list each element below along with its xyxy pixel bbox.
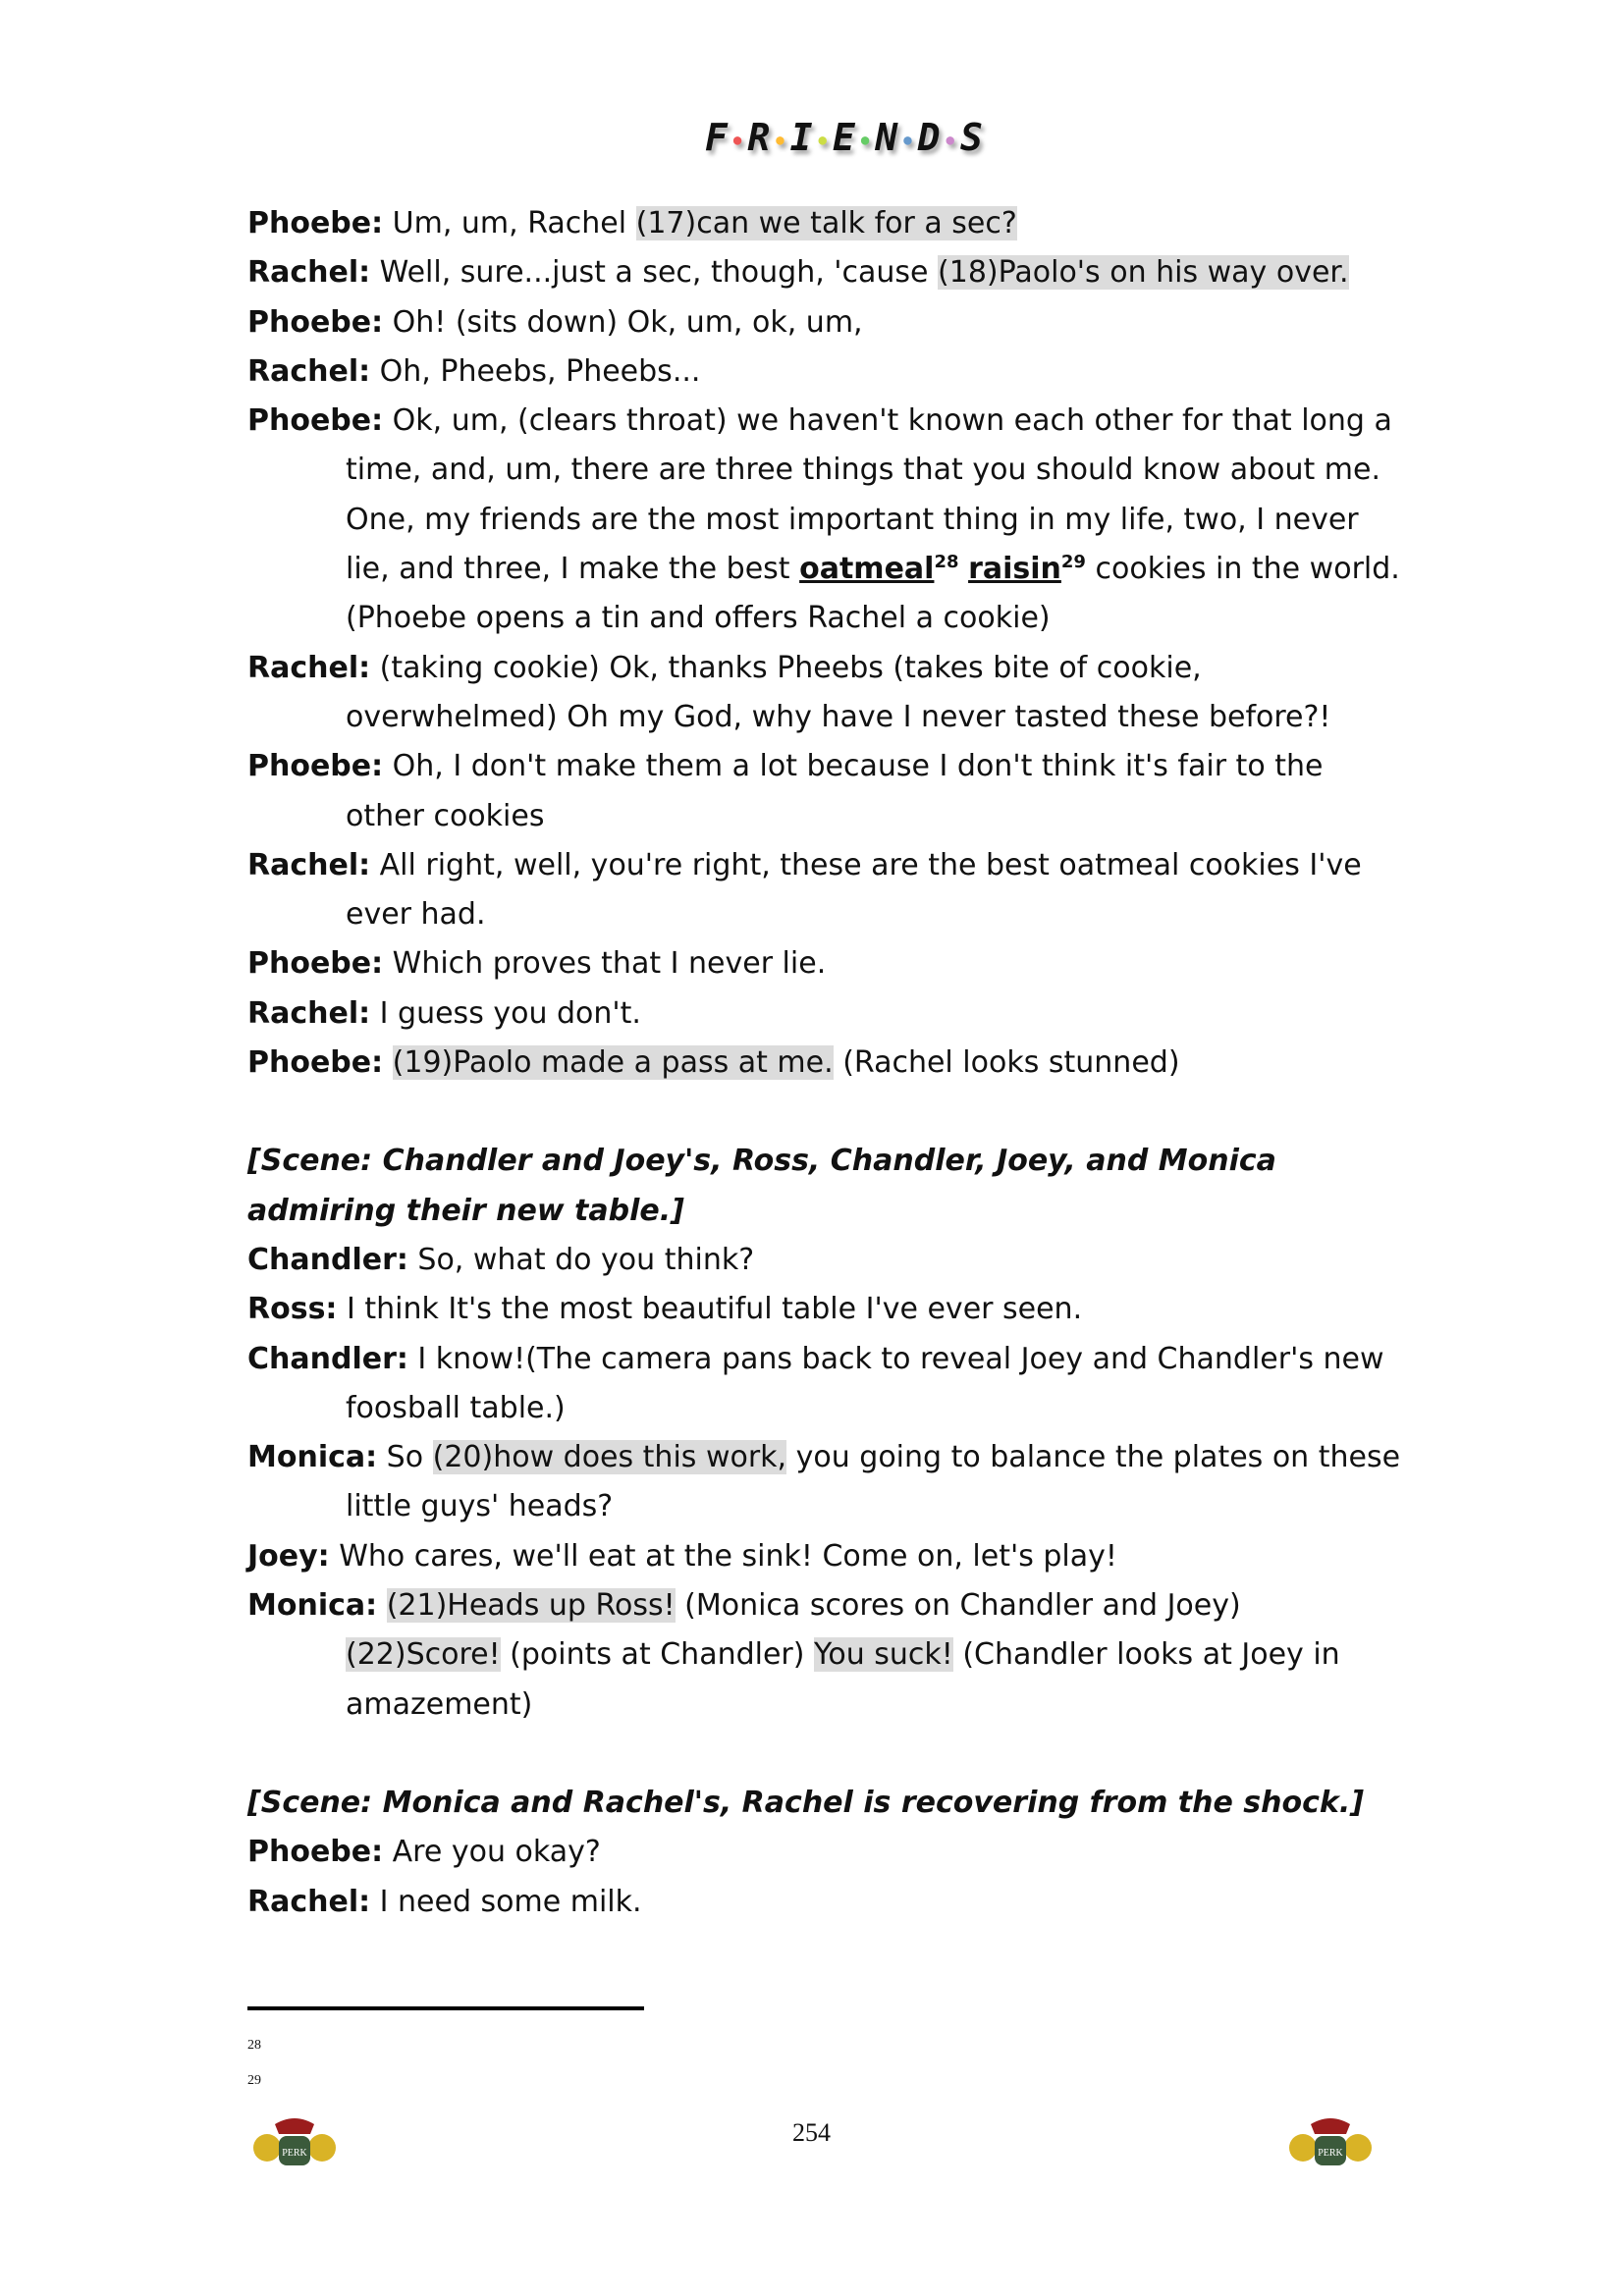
segment-text: raisin (968, 552, 1061, 587)
segment-text: (18)Paolo's on his way over. (938, 255, 1349, 291)
segment-text: (21)Heads up Ross! (386, 1588, 676, 1624)
segment-text: (points at Chandler) (500, 1637, 815, 1673)
speaker-name: Ross: (247, 1292, 338, 1327)
segment-text: cookies in the world. (Phoebe opens a tin and offers Rachel a cookie) (346, 552, 1400, 636)
dialogue-text (676, 1588, 1241, 1623)
dialogue-text (346, 749, 1323, 832)
dialogue-text (383, 1835, 601, 1869)
page-number: 254 (792, 2118, 831, 2147)
segment-text: Well, sure...just a sec, though, 'cause (370, 255, 939, 291)
segment-text: Oh, I don't make them a lot because I don't think it's fair to the other cookies (346, 749, 1324, 833)
svg-text:PERK: PERK (1318, 2148, 1343, 2159)
dialogue-line (247, 397, 1401, 643)
dialogue-text (346, 651, 1330, 734)
segment-text: I think It's the most beautiful table I've ever seen. (337, 1292, 1083, 1327)
dialogue-line (247, 644, 1401, 743)
segment-text: (20)how does this work, (432, 1440, 787, 1475)
segment-text: Um, um, Rachel (383, 206, 636, 240)
segment-text: Oh, Pheebs, Pheebs... (370, 353, 701, 389)
dialogue-line (247, 1335, 1401, 1434)
segment-text (377, 1588, 387, 1623)
footnote-28: 28 (247, 2038, 261, 2053)
highlighted-phrase (433, 1440, 786, 1474)
dialogue-line (247, 347, 1401, 397)
dialogue-line (247, 248, 1401, 297)
scene-heading: [Scene: Chandler and Joey's, Ross, Chandler, Joey, and Monica admiring their new table.] (247, 1144, 1276, 1228)
segment-text: Who cares, we'll eat at the sink! Come on, let's play! (329, 1538, 1117, 1574)
dialogue-text (377, 1440, 432, 1474)
segment-text: You suck! (814, 1637, 953, 1673)
dialogue-line (247, 939, 1401, 988)
dialogue-text (370, 354, 700, 389)
speaker-name: Chandler: (247, 1242, 408, 1277)
segment-text: Are you okay? (383, 1835, 601, 1870)
dialogue-text (408, 1243, 754, 1277)
segment-text: I need some milk. (370, 1884, 642, 1919)
highlighted-phrase (636, 206, 1017, 240)
dialogue-line (247, 1878, 1401, 1927)
dialogue-text (383, 1045, 393, 1080)
vocab-term (968, 552, 1086, 586)
speaker-name: Rachel: (247, 650, 371, 685)
footnote-ref[interactable]: 28 (934, 552, 959, 573)
speaker-name: Phoebe: (247, 1835, 384, 1870)
footnote-29: 29 (247, 2073, 261, 2088)
dialogue-line (247, 1285, 1401, 1334)
dialogue-text (337, 1292, 1082, 1326)
segment-text: Oh! (sits down) Ok, um, ok, um, (383, 304, 863, 340)
highlighted-phrase (814, 1637, 953, 1672)
dialogue-text (501, 1637, 814, 1672)
dialogue-line (247, 742, 1401, 841)
segment-text: Ok, um, (clears throat) we haven't known each other for that long a time, and, um, there are three things that you should know about me. One, my friends are the most important thing in my life, two, I never lie, and three, I make the best (346, 403, 1392, 587)
svg-text:PERK: PERK (282, 2148, 307, 2159)
dialogue-line (247, 1236, 1401, 1285)
segment-text: So (377, 1440, 433, 1475)
segment-text: I guess you don't. (370, 995, 641, 1031)
dialogue-text (377, 1588, 387, 1623)
segment-text: I know!(The camera pans back to reveal Joey and Chandler's new foosball table.) (346, 1341, 1384, 1425)
friends-logo: F ● R ● I ● E ● N ● D ● S (705, 116, 985, 159)
segment-text: (19)Paolo made a pass at me. (392, 1045, 834, 1081)
speaker-name: Rachel: (247, 255, 371, 291)
vocab-term (799, 552, 958, 586)
segment-text: All right, well, you're right, these are the best oatmeal cookies I've ever had. (346, 847, 1362, 933)
highlighted-phrase (387, 1588, 676, 1623)
dialogue-line (247, 1581, 1401, 1730)
speaker-name: Rachel: (247, 1884, 371, 1919)
footnote-ref[interactable]: 29 (1060, 552, 1086, 573)
highlighted-phrase (393, 1045, 834, 1080)
segment-text: (taking cookie) Ok, thanks Pheebs (takes bite of cookie, overwhelmed) Oh my God, why have I never tasted these before?! (346, 650, 1331, 734)
highlighted-phrase (938, 255, 1348, 290)
dialogue-text (959, 552, 969, 586)
dialogue-line (247, 1828, 1401, 1877)
dialogue-line (247, 298, 1401, 347)
speaker-name: Monica: (247, 1588, 378, 1624)
dialogue-text (370, 996, 641, 1031)
footnote-separator (247, 2006, 644, 2010)
speaker-name: Monica: (247, 1440, 378, 1475)
segment-text (959, 552, 969, 586)
speaker-name: Joey: (247, 1538, 330, 1574)
dialogue-text (370, 255, 938, 290)
dialogue-text (346, 1342, 1384, 1425)
dialogue-text (834, 1045, 1180, 1080)
speaker-name: Phoebe: (247, 403, 384, 439)
segment-text: oatmeal (799, 552, 935, 587)
segment-text: you going to balance the plates on these little guys' heads? (346, 1440, 1401, 1524)
segment-text: So, what do you think? (407, 1242, 755, 1277)
scene-heading: [Scene: Monica and Rachel's, Rachel is recovering from the shock.] (247, 1785, 1364, 1820)
dialogue-text (346, 848, 1362, 932)
dialogue-text (383, 206, 636, 240)
dialogue-line (247, 1433, 1401, 1532)
dialogue-line (247, 1039, 1401, 1088)
speaker-name: Rachel: (247, 847, 371, 882)
segment-text: (Rachel looks stunned) (833, 1045, 1180, 1081)
speaker-name: Phoebe: (247, 749, 384, 784)
dialogue-text (330, 1539, 1117, 1574)
speaker-name: Phoebe: (247, 1045, 384, 1081)
dialogue-text (383, 946, 826, 981)
speaker-name: Phoebe: (247, 206, 384, 240)
segment-text: (Chandler looks at Joey in amazement) (346, 1637, 1340, 1722)
speaker-name: Phoebe: (247, 946, 384, 982)
dialogue-text (370, 1885, 641, 1919)
speaker-name: Chandler: (247, 1341, 408, 1376)
segment-text: (22)Score! (346, 1637, 501, 1673)
speaker-name: Rachel: (247, 995, 371, 1031)
speaker-name: Rachel: (247, 353, 371, 389)
dialogue-line (247, 1532, 1401, 1581)
segment-text: Which proves that I never lie. (383, 946, 827, 982)
dialogue-line (247, 841, 1401, 940)
highlighted-phrase (346, 1637, 501, 1672)
dialogue-text (383, 305, 862, 340)
segment-text: (17)can we talk for a sec? (635, 206, 1017, 240)
speaker-name: Phoebe: (247, 304, 384, 340)
segment-text: (Monica scores on Chandler and Joey) (675, 1588, 1241, 1624)
dialogue-line (247, 199, 1401, 248)
segment-text (383, 1045, 393, 1080)
script-body (247, 199, 1401, 1927)
dialogue-line (247, 989, 1401, 1039)
